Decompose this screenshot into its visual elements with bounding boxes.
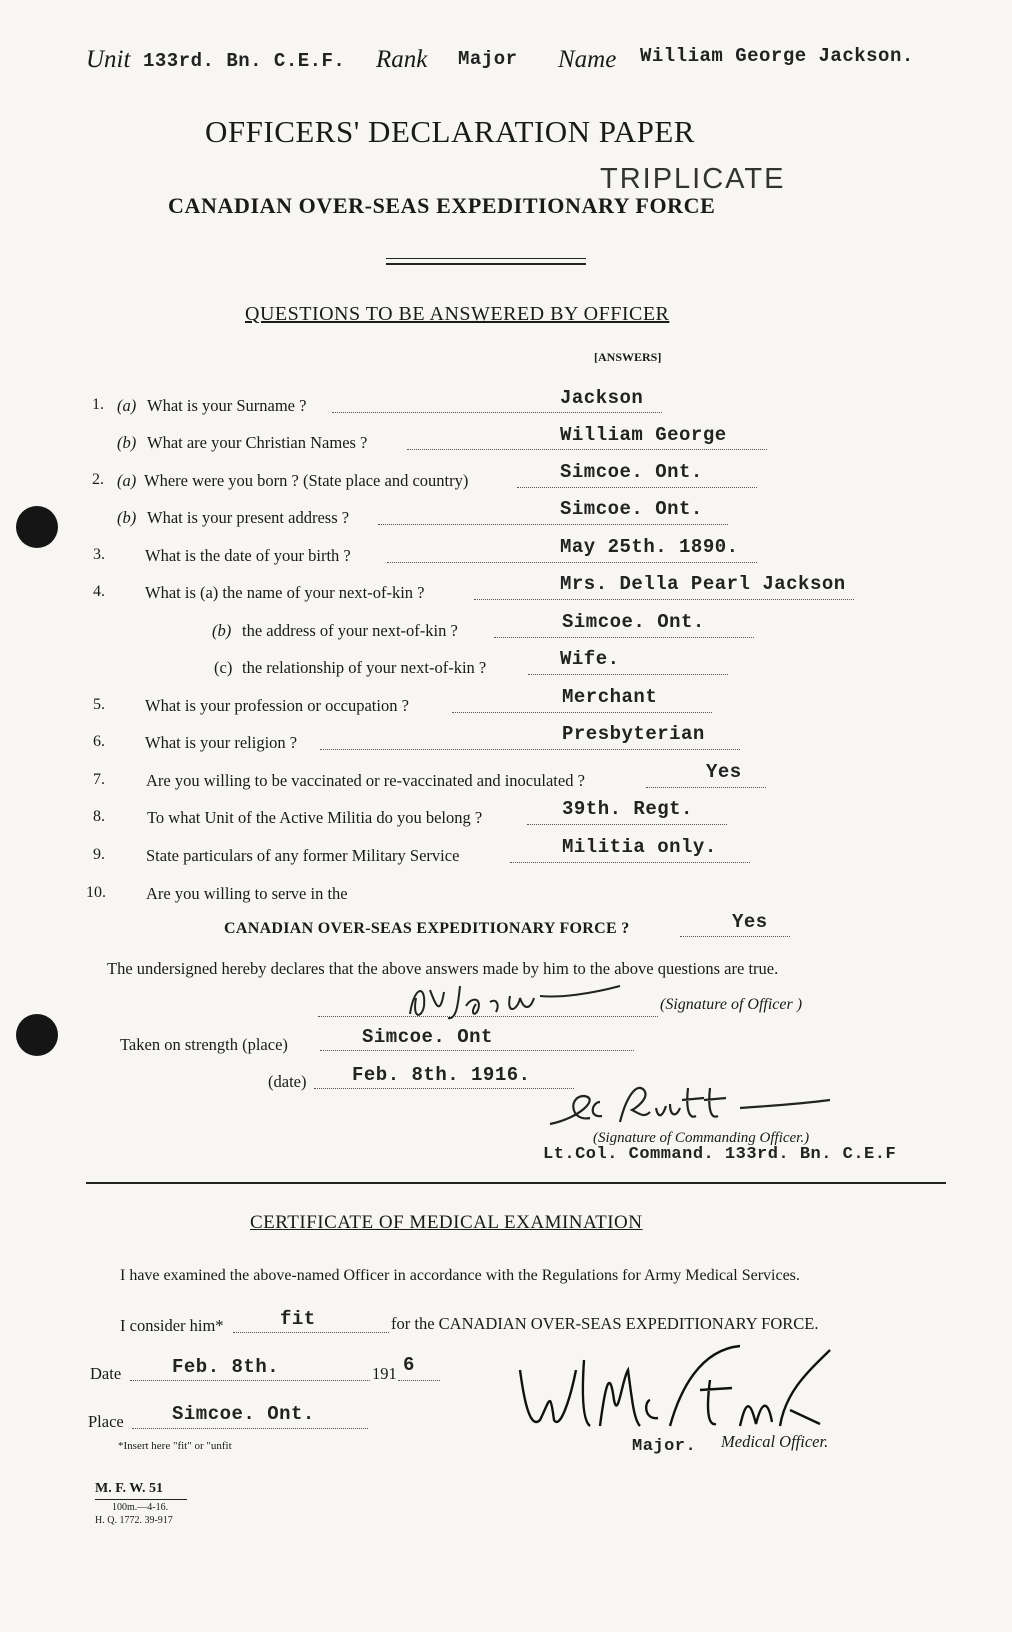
med-year-prefix: 191 bbox=[372, 1364, 397, 1383]
medical-heading: CERTIFICATE OF MEDICAL EXAMINATION bbox=[250, 1212, 643, 1233]
form-print-1: 100m.—4-16. bbox=[112, 1502, 169, 1513]
question-text: What is the date of your birth ? bbox=[145, 546, 351, 565]
medical-officer-signature bbox=[510, 1340, 850, 1440]
question-text: the relationship of your next-of-kin ? bbox=[242, 658, 487, 677]
question-text: Are you willing to serve in the bbox=[146, 884, 348, 903]
answer-line bbox=[680, 936, 790, 937]
title-divider-1 bbox=[386, 258, 586, 259]
question-text: What is (a) the name of your next-of-kin ? bbox=[145, 583, 425, 602]
question-sub: (b) bbox=[212, 621, 232, 640]
form-code-rule bbox=[95, 1499, 187, 1500]
med-date-line bbox=[130, 1380, 370, 1381]
answer-willing-to-serve: Yes bbox=[732, 911, 768, 933]
answer-line bbox=[320, 749, 740, 750]
question-text: What is your profession or occupation ? bbox=[145, 696, 409, 715]
question-text: To what Unit of the Active Militia do you belong ? bbox=[147, 808, 483, 827]
med-year-suffix: 6 bbox=[403, 1354, 415, 1376]
section-divider bbox=[86, 1182, 946, 1184]
place-line bbox=[320, 1050, 634, 1051]
name-label: Name bbox=[558, 46, 617, 73]
officer-signature-line bbox=[318, 1016, 658, 1017]
med-date-label: Date bbox=[90, 1364, 122, 1383]
question-number: 9. bbox=[93, 846, 105, 863]
answer-address: Simcoe. Ont. bbox=[560, 498, 703, 520]
question-number: 1. bbox=[92, 396, 104, 413]
answer-line bbox=[646, 787, 766, 788]
unit-value: 133rd. Bn. C.E.F. bbox=[143, 50, 346, 72]
question-number: 5. bbox=[93, 696, 105, 713]
signature-co-label: (Signature of Commanding Officer.) bbox=[593, 1130, 810, 1146]
question-sub: (a) bbox=[117, 471, 137, 490]
medical-text: I have examined the above-named Officer in accordance with the Regulations for Army Medical Services. bbox=[120, 1267, 800, 1284]
answer-christian-names: William George bbox=[560, 424, 727, 446]
question-text: What are your Christian Names ? bbox=[147, 433, 368, 452]
answer-line bbox=[517, 487, 757, 488]
med-year-line bbox=[398, 1380, 440, 1381]
medical-officer-rank: Major. bbox=[632, 1437, 697, 1456]
question-text: What is your present address ? bbox=[147, 508, 350, 527]
answer-line bbox=[452, 712, 712, 713]
place-label: Place bbox=[88, 1412, 124, 1431]
answer-next-of-kin-address: Simcoe. Ont. bbox=[562, 611, 705, 633]
unit-label: Unit bbox=[86, 46, 131, 73]
triplicate-stamp: TRIPLICATE bbox=[600, 163, 786, 195]
question-sub: (a) bbox=[117, 396, 137, 415]
question-sub: (b) bbox=[117, 508, 137, 527]
date-label: (date) bbox=[268, 1072, 307, 1091]
taken-on-strength-place: Simcoe. Ont bbox=[362, 1026, 493, 1048]
page-title: OFFICERS' DECLARATION PAPER bbox=[205, 114, 695, 149]
punch-hole-top bbox=[16, 506, 58, 548]
page-subtitle: CANADIAN OVER-SEAS EXPEDITIONARY FORCE bbox=[168, 193, 716, 218]
question-number: 6. bbox=[93, 733, 105, 750]
question-text: the address of your next-of-kin ? bbox=[242, 621, 458, 640]
med-date-value: Feb. 8th. bbox=[172, 1356, 280, 1378]
answer-religion: Presbyterian bbox=[562, 723, 705, 745]
form-code: M. F. W. 51 bbox=[95, 1481, 163, 1496]
rank-label: Rank bbox=[376, 46, 428, 73]
question-text: What is your religion ? bbox=[145, 733, 298, 752]
answer-birthplace: Simcoe. Ont. bbox=[560, 461, 703, 483]
question-text: State particulars of any former Military Service bbox=[146, 846, 460, 865]
answer-former-service: Militia only. bbox=[562, 836, 717, 858]
question-sub: (c) bbox=[214, 658, 233, 677]
answer-line bbox=[528, 674, 728, 675]
question-number: 10. bbox=[86, 884, 106, 901]
commanding-officer-signature bbox=[540, 1078, 840, 1134]
question-number: 4. bbox=[93, 583, 105, 600]
consider-line bbox=[233, 1332, 389, 1333]
answer-next-of-kin-name: Mrs. Della Pearl Jackson bbox=[560, 573, 846, 595]
title-divider-2 bbox=[386, 263, 586, 265]
question-text: Where were you born ? (State place and country) bbox=[144, 471, 469, 490]
footnote: *Insert here "fit" or "unfit bbox=[118, 1440, 232, 1452]
answer-line bbox=[387, 562, 757, 563]
consider-value: fit bbox=[280, 1308, 316, 1330]
answer-surname: Jackson bbox=[560, 387, 644, 409]
answer-line bbox=[527, 824, 727, 825]
answer-line bbox=[407, 449, 767, 450]
co-title: Lt.Col. Command. 133rd. Bn. C.E.F bbox=[543, 1145, 897, 1164]
answer-line bbox=[474, 599, 854, 600]
answer-line bbox=[378, 524, 728, 525]
taken-on-strength-label: Taken on strength (place) bbox=[120, 1035, 288, 1054]
rank-value: Major bbox=[458, 48, 518, 70]
medical-officer-label: Medical Officer. bbox=[721, 1432, 829, 1451]
answer-relationship: Wife. bbox=[560, 648, 620, 670]
officer-signature bbox=[400, 976, 660, 1026]
punch-hole-bottom bbox=[16, 1014, 58, 1056]
question-text: What is your Surname ? bbox=[147, 396, 307, 415]
question-number: 8. bbox=[93, 808, 105, 825]
consider-label: I consider him* bbox=[120, 1316, 224, 1335]
question-number: 3. bbox=[93, 546, 105, 563]
signature-of-officer-label: (Signature of Officer ) bbox=[660, 996, 803, 1013]
declaration-text: The undersigned hereby declares that the above answers made by him to the above questions are true. bbox=[107, 959, 779, 978]
answers-label: [ANSWERS] bbox=[594, 350, 662, 364]
question-number: 2. bbox=[92, 471, 104, 488]
answer-vaccinated: Yes bbox=[706, 761, 742, 783]
name-value: William George Jackson. bbox=[640, 45, 914, 67]
consider-suffix: for the CANADIAN OVER-SEAS EXPEDITIONARY FORCE. bbox=[391, 1314, 819, 1333]
answer-line bbox=[332, 412, 662, 413]
date-line bbox=[314, 1088, 574, 1089]
date-value: Feb. 8th. 1916. bbox=[352, 1064, 531, 1086]
answer-militia-unit: 39th. Regt. bbox=[562, 798, 693, 820]
question-text: Are you willing to be vaccinated or re-vaccinated and inoculated ? bbox=[146, 771, 585, 790]
questions-heading: QUESTIONS TO BE ANSWERED BY OFFICER bbox=[245, 303, 670, 325]
answer-line bbox=[510, 862, 750, 863]
form-print-2: H. Q. 1772. 39-917 bbox=[95, 1515, 173, 1526]
question-sub: (b) bbox=[117, 433, 137, 452]
place-value: Simcoe. Ont. bbox=[172, 1403, 315, 1425]
answer-line bbox=[494, 637, 754, 638]
place-value-line bbox=[132, 1428, 368, 1429]
answer-occupation: Merchant bbox=[562, 686, 658, 708]
question-text-continued: CANADIAN OVER-SEAS EXPEDITIONARY FORCE ? bbox=[224, 920, 630, 937]
answer-birthdate: May 25th. 1890. bbox=[560, 536, 739, 558]
question-number: 7. bbox=[93, 771, 105, 788]
